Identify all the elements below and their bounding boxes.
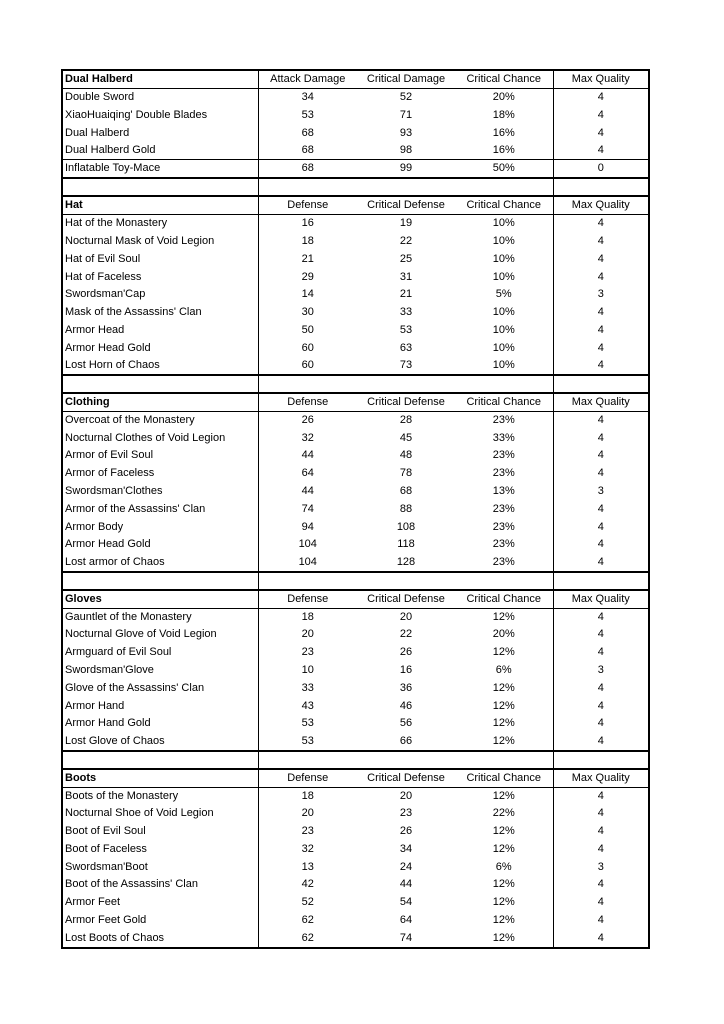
item-name-cell: Lost Boots of Chaos: [63, 929, 258, 947]
stat-cell: 12%: [455, 644, 553, 662]
section-title: Hat: [63, 196, 258, 215]
table-row: [63, 733, 648, 751]
stat-cell: 53: [399, 323, 413, 336]
column-header: Critical Defense: [357, 196, 455, 215]
item-name-cell: Hat of Evil Soul: [63, 250, 258, 268]
table-row: [63, 447, 648, 465]
stat-cell: 45: [399, 431, 413, 444]
stat-cell: 54: [399, 896, 413, 909]
item-name-cell: Armor Head: [63, 322, 258, 340]
stat-cell: 18: [301, 234, 314, 247]
stat-cell: 13%: [455, 483, 553, 501]
stat-cell: 12%: [455, 715, 553, 733]
table-row: [63, 662, 648, 680]
empty-cell: [553, 572, 648, 590]
section-title: Clothing: [63, 393, 258, 412]
stat-cell: 23: [301, 824, 314, 837]
table-row: [63, 823, 648, 841]
table-row: [63, 322, 648, 340]
stat-cell: 12%: [455, 787, 553, 805]
stat-cell: 44: [301, 485, 314, 498]
table-row: [63, 912, 648, 930]
stat-cell: 6%: [455, 662, 553, 680]
stat-cell: 21: [301, 252, 314, 265]
empty-cell: [455, 178, 553, 196]
stat-cell: 3: [597, 860, 604, 873]
table-row: [63, 894, 648, 912]
empty-cell: [357, 572, 455, 590]
stat-cell: 0: [553, 160, 648, 179]
item-name-cell: Inflatable Toy-Mace: [63, 160, 258, 179]
stat-cell: 50: [301, 323, 314, 336]
table-row: [63, 858, 648, 876]
item-name-cell: Swordsman'Clothes: [63, 483, 258, 501]
empty-cell: [258, 375, 357, 393]
stat-cell: 12%: [455, 876, 553, 894]
item-name-cell: Boot of Evil Soul: [63, 823, 258, 841]
empty-cell: [553, 751, 648, 769]
empty-cell: [553, 178, 648, 196]
stat-cell: 26: [399, 646, 413, 659]
stat-cell: 23%: [455, 411, 553, 429]
table-row: [63, 124, 648, 142]
stat-cell: 33: [301, 681, 314, 694]
table-row: [63, 142, 648, 160]
item-name-cell: Boot of the Assassins' Clan: [63, 876, 258, 894]
stat-cell: 26: [399, 824, 413, 837]
stat-cell: 6%: [455, 858, 553, 876]
item-name-cell: Swordsman'Glove: [63, 662, 258, 680]
stat-cell: 44: [399, 878, 413, 891]
stat-cell: 20: [399, 610, 413, 623]
item-name-cell: Nocturnal Shoe of Void Legion: [63, 805, 258, 823]
stat-cell: 12%: [455, 823, 553, 841]
stat-cell: 20: [301, 628, 314, 641]
table-row: [63, 500, 648, 518]
table-row: [63, 268, 648, 286]
stat-cell: 4: [597, 341, 604, 354]
stat-cell: 4: [597, 824, 604, 837]
stat-cell: 4: [597, 699, 604, 712]
stat-cell: 50%: [455, 160, 553, 179]
column-header: Critical Defense: [357, 769, 455, 788]
stat-cell: 4: [597, 502, 604, 515]
item-name-cell: Dual Halberd Gold: [63, 142, 258, 160]
table-row: [63, 518, 648, 536]
empty-cell: [553, 375, 648, 393]
item-name-cell: Nocturnal Clothes of Void Legion: [63, 429, 258, 447]
empty-cell: [455, 751, 553, 769]
stat-cell: 18: [301, 789, 314, 802]
item-name-cell: XiaoHuaiqing' Double Blades: [63, 107, 258, 125]
empty-cell: [357, 178, 455, 196]
stat-cell: 4: [597, 878, 604, 891]
stat-cell: 118: [397, 538, 415, 551]
stat-cell: 44: [301, 449, 314, 462]
stat-cell: 108: [396, 520, 416, 533]
table-row: [63, 554, 648, 572]
stat-cell: 78: [399, 467, 413, 480]
stat-cell: 32: [301, 842, 314, 855]
stat-cell: 4: [597, 734, 604, 747]
column-header: Critical Defense: [357, 393, 455, 412]
empty-cell: [63, 178, 258, 196]
item-name-cell: Armor of the Assassins' Clan: [63, 500, 258, 518]
stat-cell: 30: [301, 306, 314, 319]
stat-cell: 4: [597, 449, 604, 462]
column-header: Critical Defense: [357, 590, 455, 609]
stat-cell: 5%: [455, 286, 553, 304]
stat-cell: 56: [399, 717, 413, 730]
column-header: Attack Damage: [258, 71, 357, 89]
stat-cell: 73: [399, 359, 413, 372]
stat-cell: 23%: [455, 447, 553, 465]
stat-cell: 93: [399, 126, 413, 139]
table-row: [63, 929, 648, 947]
stat-cell: 12%: [455, 733, 553, 751]
stat-cell: 4: [597, 359, 604, 372]
stat-cell: 4: [597, 217, 604, 230]
equipment-stats-table: [63, 71, 648, 947]
item-name-cell: Overcoat of the Monastery: [63, 411, 258, 429]
section-header-row: [63, 590, 648, 609]
stat-cell: 34: [301, 91, 314, 104]
stat-cell: 62: [301, 931, 314, 944]
stat-cell: 4: [597, 628, 604, 641]
stat-cell: 68: [258, 160, 357, 179]
stat-cell: 53: [301, 108, 314, 121]
table-row: [63, 840, 648, 858]
stat-cell: 23: [301, 646, 314, 659]
item-name-cell: Gauntlet of the Monastery: [63, 608, 258, 626]
stat-cell: 68: [301, 126, 314, 139]
stat-cell: 10%: [455, 357, 553, 375]
empty-cell: [258, 751, 357, 769]
section-title: Gloves: [63, 590, 258, 609]
stat-cell: 4: [597, 538, 604, 551]
stat-cell: 12%: [455, 697, 553, 715]
table-row: [63, 357, 648, 375]
stat-cell: 23%: [455, 500, 553, 518]
stat-cell: 42: [301, 878, 314, 891]
stat-cell: 10%: [455, 250, 553, 268]
column-header: Max Quality: [553, 393, 648, 412]
stat-cell: 66: [399, 734, 413, 747]
column-header: Max Quality: [553, 590, 648, 609]
stat-cell: 53: [301, 717, 314, 730]
stat-cell: 23%: [455, 554, 553, 572]
stat-cell: 74: [399, 931, 413, 944]
stat-cell: 4: [597, 144, 604, 157]
table-row: [63, 160, 648, 179]
table-row: [63, 304, 648, 322]
blank-spacer-row: [63, 572, 648, 590]
stat-cell: 20: [399, 789, 413, 802]
stat-cell: 25: [399, 252, 413, 265]
stat-cell: 18%: [455, 107, 553, 125]
blank-spacer-row: [63, 751, 648, 769]
column-header: Max Quality: [553, 196, 648, 215]
item-name-cell: Dual Halberd: [63, 124, 258, 142]
column-header: Critical Chance: [455, 196, 553, 215]
stat-cell: 16: [301, 217, 314, 230]
stat-cell: 12%: [455, 608, 553, 626]
item-name-cell: Swordsman'Boot: [63, 858, 258, 876]
stat-cell: 23%: [455, 518, 553, 536]
stat-cell: 4: [597, 414, 604, 427]
stat-cell: 74: [301, 502, 314, 515]
stat-cell: 10%: [455, 322, 553, 340]
item-name-cell: Boot of Faceless: [63, 840, 258, 858]
table-row: [63, 215, 648, 233]
stat-cell: 16: [399, 663, 413, 676]
stat-cell: 98: [399, 144, 413, 157]
item-name-cell: Glove of the Assassins' Clan: [63, 679, 258, 697]
table-row: [63, 626, 648, 644]
stat-cell: 64: [301, 467, 314, 480]
item-name-cell: Armor Feet Gold: [63, 912, 258, 930]
section-header-row: [63, 393, 648, 412]
table-row: [63, 429, 648, 447]
empty-cell: [63, 572, 258, 590]
item-name-cell: Hat of Faceless: [63, 268, 258, 286]
table-row: [63, 233, 648, 251]
stat-cell: 29: [301, 270, 314, 283]
column-header: Max Quality: [553, 71, 648, 89]
table-row: [63, 339, 648, 357]
stat-cell: 20: [301, 807, 314, 820]
stat-cell: 68: [399, 485, 413, 498]
stat-cell: 4: [597, 717, 604, 730]
stat-cell: 4: [597, 789, 604, 802]
stat-cell: 48: [399, 449, 413, 462]
stat-cell: 4: [597, 323, 604, 336]
stat-cell: 4: [597, 646, 604, 659]
stat-cell: 4: [597, 108, 604, 121]
stat-cell: 28: [399, 414, 413, 427]
stat-cell: 4: [597, 234, 604, 247]
stat-cell: 3: [597, 288, 604, 301]
column-header: Critical Chance: [455, 769, 553, 788]
stat-cell: 33%: [455, 429, 553, 447]
stat-cell: 3: [597, 485, 604, 498]
table-row: [63, 89, 648, 107]
stat-cell: 63: [399, 341, 413, 354]
column-header: Critical Chance: [455, 590, 553, 609]
column-header: Max Quality: [553, 769, 648, 788]
stat-cell: 4: [597, 270, 604, 283]
stat-cell: 4: [597, 931, 604, 944]
stat-cell: 4: [597, 467, 604, 480]
stat-cell: 36: [399, 681, 413, 694]
item-name-cell: Lost Horn of Chaos: [63, 357, 258, 375]
item-name-cell: Armor of Faceless: [63, 465, 258, 483]
stat-cell: 3: [597, 663, 604, 676]
table-row: [63, 679, 648, 697]
stat-cell: 4: [597, 126, 604, 139]
column-header: Critical Chance: [455, 393, 553, 412]
stat-cell: 22%: [455, 805, 553, 823]
stat-cell: 104: [298, 538, 317, 551]
section-header-row: [63, 71, 648, 89]
table-row: [63, 107, 648, 125]
item-name-cell: Lost armor of Chaos: [63, 554, 258, 572]
stat-cell: 88: [399, 502, 413, 515]
blank-spacer-row: [63, 375, 648, 393]
stat-cell: 4: [597, 252, 604, 265]
stat-cell: 4: [597, 306, 604, 319]
stat-cell: 62: [301, 913, 314, 926]
item-name-cell: Armor Head Gold: [63, 536, 258, 554]
item-name-cell: Armguard of Evil Soul: [63, 644, 258, 662]
empty-cell: [258, 178, 357, 196]
empty-cell: [63, 751, 258, 769]
stat-cell: 4: [597, 807, 604, 820]
empty-cell: [455, 572, 553, 590]
section-title: Boots: [63, 769, 258, 788]
stat-cell: 23%: [455, 465, 553, 483]
stat-cell: 4: [597, 610, 604, 623]
table-row: [63, 715, 648, 733]
stat-cell: 21: [399, 288, 413, 301]
stat-cell: 12%: [455, 840, 553, 858]
table-row: [63, 250, 648, 268]
stat-cell: 10%: [455, 268, 553, 286]
stat-cell: 18: [301, 610, 314, 623]
stat-cell: 23: [399, 807, 413, 820]
stat-cell: 22: [399, 234, 413, 247]
stat-cell: 13: [301, 860, 314, 873]
stat-cell: 16%: [455, 124, 553, 142]
empty-cell: [258, 572, 357, 590]
stat-cell: 10%: [455, 233, 553, 251]
table-row: [63, 697, 648, 715]
stat-cell: 43: [301, 699, 314, 712]
stat-cell: 14: [301, 288, 314, 301]
item-name-cell: Swordsman'Cap: [63, 286, 258, 304]
stat-cell: 104: [298, 555, 317, 568]
table-row: [63, 465, 648, 483]
item-name-cell: Boots of the Monastery: [63, 787, 258, 805]
table-row: [63, 876, 648, 894]
stat-cell: 128: [396, 555, 416, 568]
item-name-cell: Mask of the Assassins' Clan: [63, 304, 258, 322]
stat-cell: 4: [597, 431, 604, 444]
stat-cell: 10%: [455, 304, 553, 322]
stat-cell: 32: [301, 431, 314, 444]
stat-cell: 33: [399, 306, 413, 319]
item-name-cell: Nocturnal Glove of Void Legion: [63, 626, 258, 644]
stat-cell: 10%: [455, 339, 553, 357]
stat-cell: 52: [301, 896, 314, 909]
table-row: [63, 608, 648, 626]
section-header-row: [63, 196, 648, 215]
stat-cell: 16%: [455, 142, 553, 160]
stat-cell: 60: [301, 341, 314, 354]
stat-cell: 4: [597, 555, 604, 568]
stat-cell: 53: [301, 734, 314, 747]
stat-cell: 34: [399, 842, 413, 855]
empty-cell: [455, 375, 553, 393]
stat-cell: 52: [399, 91, 413, 104]
table-row: [63, 536, 648, 554]
stat-cell: 12%: [455, 894, 553, 912]
stat-cell: 4: [597, 91, 604, 104]
column-header: Defense: [258, 590, 357, 609]
stat-cell: 12%: [455, 929, 553, 947]
stat-cell: 20%: [455, 89, 553, 107]
stat-cell: 19: [399, 217, 413, 230]
stat-cell: 10%: [455, 215, 553, 233]
stat-cell: 99: [357, 160, 455, 179]
column-header: Defense: [258, 769, 357, 788]
stat-cell: 4: [597, 520, 604, 533]
item-name-cell: Lost Glove of Chaos: [63, 733, 258, 751]
table-row: [63, 644, 648, 662]
table-row: [63, 411, 648, 429]
item-name-cell: Armor Hand: [63, 697, 258, 715]
stat-cell: 10: [301, 663, 314, 676]
section-header-row: [63, 769, 648, 788]
item-name-cell: Armor Head Gold: [63, 339, 258, 357]
column-header: Defense: [258, 196, 357, 215]
item-name-cell: Armor Hand Gold: [63, 715, 258, 733]
stat-cell: 4: [597, 913, 604, 926]
stat-cell: 94: [301, 520, 314, 533]
item-name-cell: Nocturnal Mask of Void Legion: [63, 233, 258, 251]
item-name-cell: Armor of Evil Soul: [63, 447, 258, 465]
item-name-cell: Double Sword: [63, 89, 258, 107]
stat-cell: 64: [399, 913, 413, 926]
equipment-stats-sheet: [61, 69, 650, 949]
stat-cell: 12%: [455, 679, 553, 697]
item-name-cell: Armor Body: [63, 518, 258, 536]
stat-cell: 31: [399, 270, 413, 283]
column-header: Critical Damage: [357, 71, 455, 89]
item-name-cell: Hat of the Monastery: [63, 215, 258, 233]
stat-cell: 68: [301, 144, 314, 157]
stat-cell: 12%: [455, 912, 553, 930]
table-row: [63, 286, 648, 304]
item-name-cell: Armor Feet: [63, 894, 258, 912]
stat-cell: 71: [399, 108, 413, 121]
stat-cell: 4: [597, 896, 604, 909]
column-header: Defense: [258, 393, 357, 412]
section-title: Dual Halberd: [63, 71, 258, 89]
empty-cell: [357, 751, 455, 769]
table-row: [63, 483, 648, 501]
stat-cell: 26: [301, 414, 314, 427]
stat-cell: 4: [597, 842, 604, 855]
stat-cell: 22: [399, 628, 413, 641]
stat-cell: 20%: [455, 626, 553, 644]
column-header: Critical Chance: [455, 71, 553, 89]
stat-cell: 23%: [455, 536, 553, 554]
table-row: [63, 805, 648, 823]
empty-cell: [63, 375, 258, 393]
table-row: [63, 787, 648, 805]
stat-cell: 24: [399, 860, 413, 873]
stat-cell: 4: [597, 681, 604, 694]
empty-cell: [357, 375, 455, 393]
blank-spacer-row: [63, 178, 648, 196]
stat-cell: 60: [301, 359, 314, 372]
stat-cell: 46: [399, 699, 413, 712]
